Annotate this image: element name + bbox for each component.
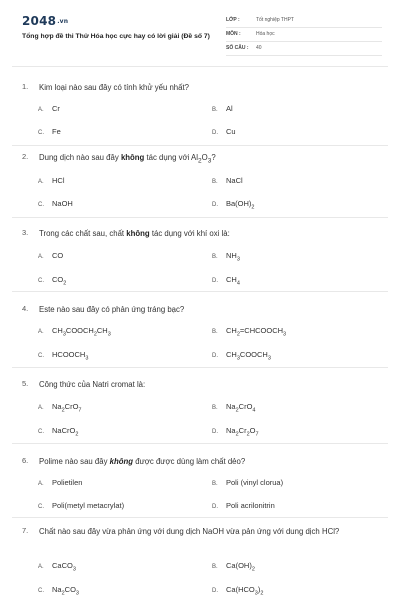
meta-label: LỚP : [226, 17, 240, 23]
option-letter: D. [212, 504, 218, 510]
option-letter: C. [38, 278, 44, 284]
option-text: $Na_2CrO_4$ [226, 402, 256, 414]
question-text: Este nào sau đây có phản ứng tráng bạc? [39, 305, 185, 314]
option-letter: D. [212, 429, 218, 435]
option-text: $NH_3$ [226, 251, 240, 263]
divider [12, 145, 388, 146]
option-text: $Ca(OH)_2$ [226, 561, 255, 573]
option-d[interactable] [212, 426, 259, 438]
option-letter: D. [212, 278, 218, 284]
option-letter: A. [38, 107, 44, 113]
site-logo[interactable] [22, 14, 68, 28]
option-letter: B. [212, 107, 218, 113]
option-b[interactable] [212, 251, 240, 263]
option-text: Polietilen [52, 478, 83, 487]
question-text: Công thức của Natri cromat là: [39, 380, 146, 389]
option-text: Cr [52, 104, 60, 113]
option-text: $CH_3COOCH_2CH_3$ [52, 326, 111, 338]
option-b[interactable] [212, 402, 255, 414]
option-text: CaCO$_3$ [52, 561, 76, 573]
option-letter: B. [212, 254, 218, 260]
option-text: $CH_3COOCH_3$ [226, 350, 271, 362]
question-text: Trong các chất sau, chất không tác dụng với khí oxi là: [39, 229, 230, 238]
option-letter: A. [38, 329, 44, 335]
divider [12, 367, 388, 368]
option-b[interactable] [212, 561, 255, 573]
option-letter: A. [38, 179, 44, 185]
option-a[interactable] [38, 478, 82, 487]
question-text: Dung dịch nào sau đây không tác dụng với $Al_2O_3$? [39, 153, 216, 165]
question-number: 5. [22, 379, 29, 388]
option-letter: A. [38, 481, 44, 487]
option-text: $CH_2=CHCOOCH_3$ [226, 326, 287, 338]
option-text: Fe [52, 127, 61, 136]
option-text: Poli acrilonitrin [226, 501, 275, 510]
option-letter: C. [38, 588, 44, 594]
meta-row-subject [226, 28, 382, 42]
option-b[interactable] [212, 326, 286, 338]
question-number: 4. [22, 304, 29, 313]
option-letter: B. [212, 481, 218, 487]
option-text: $Ca(HCO_3)_2$ [226, 585, 264, 597]
question-number: 3. [22, 228, 29, 237]
divider [12, 291, 388, 292]
option-letter: C. [38, 130, 44, 136]
option-text: NaOH [52, 199, 73, 208]
option-letter: D. [212, 588, 218, 594]
option-c[interactable] [38, 585, 79, 597]
option-a[interactable] [38, 251, 63, 260]
divider [12, 217, 388, 218]
meta-value: Tốt nghiệp THPT [256, 17, 294, 23]
divider [12, 66, 388, 67]
option-text: HCl [52, 176, 65, 185]
divider [12, 443, 388, 444]
meta-value: Hóa học [256, 31, 275, 37]
option-letter: B. [212, 405, 218, 411]
meta-row-count [226, 42, 382, 56]
option-letter: C. [38, 504, 44, 510]
option-d[interactable] [212, 350, 271, 362]
option-letter: A. [38, 254, 44, 260]
option-letter: B. [212, 564, 218, 570]
option-text: NaCrO$_2$ [52, 426, 79, 438]
option-text: NaCl [226, 176, 243, 185]
option-letter: B. [212, 179, 218, 185]
option-a[interactable] [38, 561, 76, 573]
option-text: CO [52, 251, 64, 260]
option-letter: A. [38, 564, 44, 570]
option-d[interactable] [212, 501, 275, 510]
option-letter: C. [38, 353, 44, 359]
option-text: Poli (vinyl clorua) [226, 478, 284, 487]
option-d[interactable] [212, 199, 254, 211]
meta-label: MÔN : [226, 31, 241, 37]
option-text: $Na_2CO_3$ [52, 585, 79, 597]
option-letter: D. [212, 353, 218, 359]
option-text: Poli(metyl metacrylat) [52, 501, 125, 510]
option-d[interactable] [212, 585, 263, 597]
logo-suffix: .vn [57, 18, 69, 25]
question-number: 2. [22, 152, 29, 161]
option-letter: D. [212, 202, 218, 208]
option-text: $HCOOCH_3$ [52, 350, 89, 362]
option-c[interactable] [38, 350, 88, 362]
option-text: Cu [226, 127, 236, 136]
option-a[interactable] [38, 326, 111, 338]
question-text: Chất nào sau đây vừa phản ứng với dung dịch NaOH vừa pản ứng với dung dịch HCl? [39, 527, 340, 536]
question-number: 7. [22, 526, 29, 535]
option-a[interactable] [38, 402, 81, 414]
option-d[interactable] [212, 127, 236, 136]
option-letter: A. [38, 405, 44, 411]
option-b[interactable] [212, 104, 233, 113]
option-b[interactable] [212, 176, 243, 185]
meta-row-class [226, 14, 382, 28]
option-text: $CH_4$ [226, 275, 240, 287]
exam-header [0, 0, 400, 64]
option-letter: D. [212, 130, 218, 136]
exam-meta [226, 14, 382, 56]
exam-title: Tổng hợp đề thi Thử Hóa học cực hay có lời giải (Đề số 7) [22, 33, 210, 40]
option-letter: C. [38, 202, 44, 208]
option-d[interactable] [212, 275, 240, 287]
meta-label: SỐ CÂU : [226, 45, 249, 51]
option-c[interactable] [38, 275, 66, 287]
option-b[interactable] [212, 478, 283, 487]
option-c[interactable] [38, 127, 61, 136]
option-text: $Na_2Cr_2O_7$ [226, 426, 259, 438]
option-text: $Na_2CrO_7$ [52, 402, 82, 414]
option-text: Al [226, 104, 233, 113]
option-a[interactable] [38, 176, 65, 185]
option-text: $CO_2$ [52, 275, 67, 287]
meta-value: 40 [256, 45, 262, 51]
logo-text: 2048 [22, 14, 57, 28]
option-letter: B. [212, 329, 218, 335]
option-a[interactable] [38, 104, 60, 113]
question-number: 6. [22, 456, 29, 465]
option-text: $Ba(OH)_2$ [226, 199, 255, 211]
option-c[interactable] [38, 501, 124, 510]
option-letter: C. [38, 429, 44, 435]
divider [12, 517, 388, 518]
option-c[interactable] [38, 199, 73, 208]
question-number: 1. [22, 82, 29, 91]
question-text: Kim loại nào sau đây có tính khử yếu nhất? [39, 83, 189, 92]
option-c[interactable] [38, 426, 78, 438]
question-text: Polime nào sau đây không được được dùng làm chất dẻo? [39, 457, 246, 466]
